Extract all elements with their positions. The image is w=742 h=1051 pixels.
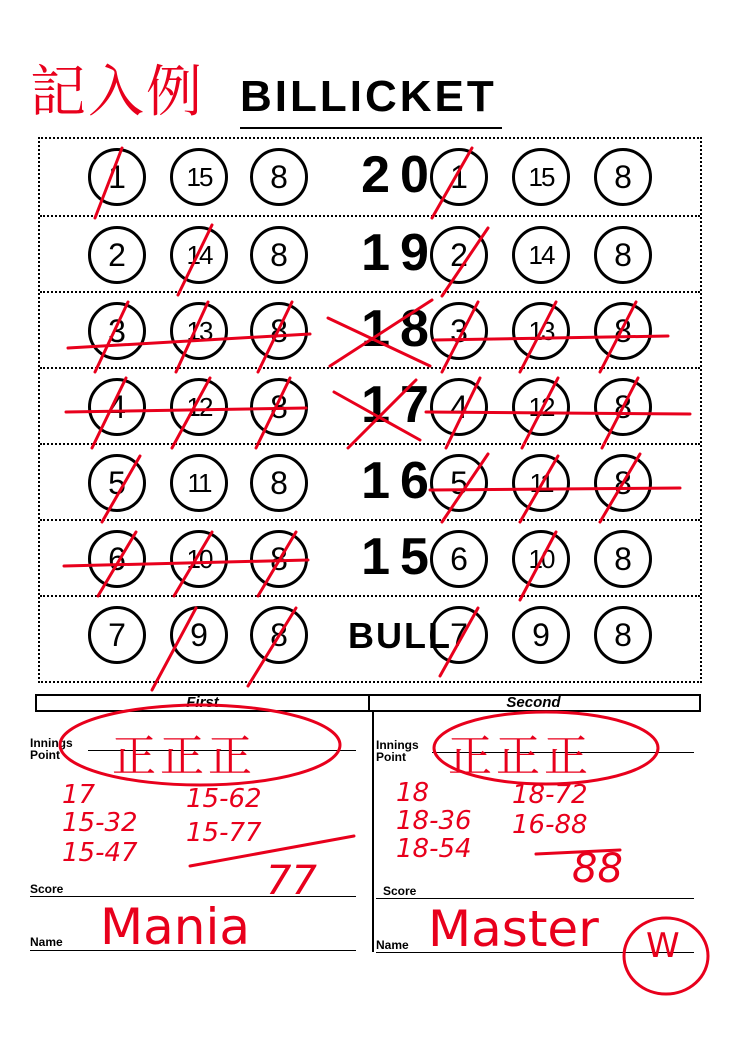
right-mark-8: 8 [594, 226, 652, 284]
left-mark-8: 8 [250, 226, 308, 284]
title-underline [240, 127, 502, 129]
target-bull: BULL [348, 615, 452, 656]
score-label: Score [383, 884, 417, 898]
name-label: Name [30, 935, 63, 949]
right-mark-8: 8 [594, 302, 652, 360]
right-mark-4: 4 [430, 378, 488, 436]
score-label: Score [30, 882, 64, 896]
right-mark-8: 8 [594, 148, 652, 206]
score-line [376, 898, 694, 899]
left-mark-1: 1 [88, 148, 146, 206]
board-row-16 [40, 443, 700, 519]
right-mark-9: 9 [512, 606, 570, 664]
left-mark-6: 6 [88, 530, 146, 588]
left-mark-3: 3 [88, 302, 146, 360]
board-row-bull [40, 595, 700, 671]
right-mark-8: 8 [594, 378, 652, 436]
second-total-score: 88 [572, 846, 623, 892]
first-point-5: 15-77 [186, 818, 262, 848]
right-mark-11: 11 [512, 454, 570, 512]
right-mark-10: 10 [512, 530, 570, 588]
second-point-5: 16-88 [512, 810, 588, 840]
first-point-1: 17 [62, 780, 96, 810]
first-point-3: 15-47 [62, 838, 138, 868]
left-mark-12: 12 [170, 378, 228, 436]
right-mark-8: 8 [594, 606, 652, 664]
right-mark-8: 8 [594, 530, 652, 588]
right-mark-7: 7 [430, 606, 488, 664]
right-mark-5: 5 [430, 454, 488, 512]
score-divider [372, 712, 374, 952]
example-stamp: 記入例 [30, 60, 204, 125]
left-mark-13: 13 [170, 302, 228, 360]
right-mark-8: 8 [594, 454, 652, 512]
innings-label: Innings [30, 736, 73, 750]
board-row-19 [40, 215, 700, 291]
right-mark-3: 3 [430, 302, 488, 360]
right-mark-6: 6 [430, 530, 488, 588]
first-point-2: 15-32 [62, 808, 138, 838]
innings-label: Innings [376, 738, 419, 752]
target-number: 15 [361, 528, 439, 586]
cricket-board [38, 137, 702, 683]
left-mark-10: 10 [170, 530, 228, 588]
first-innings-tally: 正正正 [112, 731, 256, 782]
left-mark-5: 5 [88, 454, 146, 512]
first-point-4: 15-62 [186, 784, 262, 814]
left-mark-2: 2 [88, 226, 146, 284]
target-number: 17 [361, 376, 439, 434]
right-mark-13: 13 [512, 302, 570, 360]
left-mark-8: 8 [250, 606, 308, 664]
left-mark-8: 8 [250, 302, 308, 360]
second-point-2: 18-36 [396, 806, 472, 836]
board-row-18 [40, 291, 700, 367]
right-mark-1: 1 [430, 148, 488, 206]
second-innings-tally: 正正正 [448, 731, 592, 782]
target-number: 20 [361, 146, 439, 204]
point-label: Point [30, 748, 60, 762]
target-number: 18 [361, 300, 439, 358]
point-label: Point [376, 750, 406, 764]
right-mark-14: 14 [512, 226, 570, 284]
winner-mark: W [646, 926, 680, 966]
left-mark-15: 15 [170, 148, 228, 206]
left-mark-8: 8 [250, 148, 308, 206]
left-mark-8: 8 [250, 378, 308, 436]
left-mark-4: 4 [88, 378, 146, 436]
score-header [35, 694, 701, 712]
target-number: 19 [361, 224, 439, 282]
sheet-title: BILLICKET [240, 72, 497, 121]
first-player-heading: First [186, 694, 219, 711]
left-mark-7: 7 [88, 606, 146, 664]
second-player-heading: Second [506, 694, 561, 711]
board-row-15 [40, 519, 700, 595]
second-point-4: 18-72 [512, 780, 588, 810]
name-label: Name [376, 938, 409, 952]
second-player-name: Master [428, 900, 599, 958]
first-total-score: 77 [266, 858, 317, 904]
left-mark-11: 11 [170, 454, 228, 512]
board-row-17 [40, 367, 700, 443]
left-mark-9: 9 [170, 606, 228, 664]
right-mark-2: 2 [430, 226, 488, 284]
right-mark-15: 15 [512, 148, 570, 206]
left-mark-8: 8 [250, 454, 308, 512]
first-player-name: Mania [100, 898, 250, 956]
second-point-1: 18 [396, 778, 430, 808]
left-mark-14: 14 [170, 226, 228, 284]
right-mark-12: 12 [512, 378, 570, 436]
left-mark-8: 8 [250, 530, 308, 588]
board-row-20 [40, 139, 700, 215]
target-number: 16 [361, 452, 439, 510]
second-point-3: 18-54 [396, 834, 472, 864]
